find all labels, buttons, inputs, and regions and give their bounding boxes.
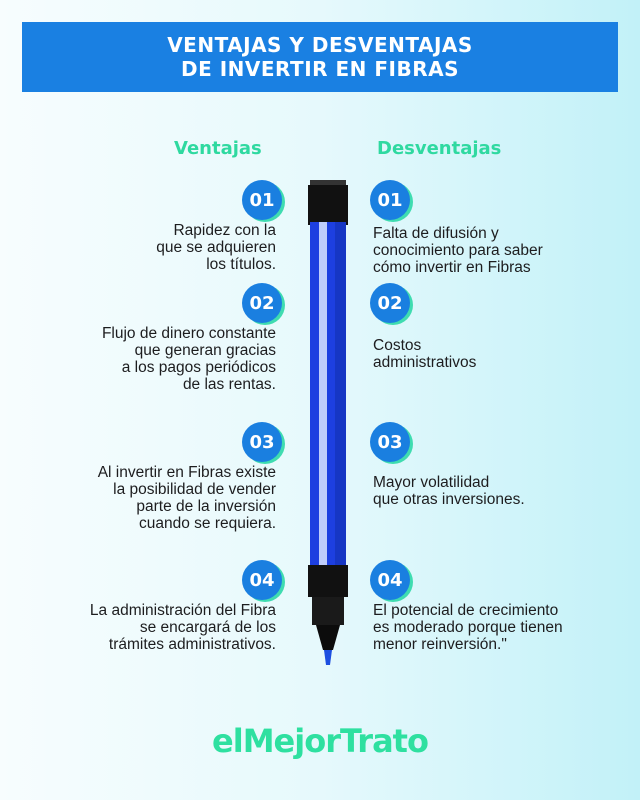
pen-illustration: [305, 180, 351, 670]
title-line-2: DE INVERTIR EN FIBRAS: [181, 57, 459, 81]
desventaja-badge-04: 04: [370, 560, 410, 600]
desventaja-badge-02: 02: [370, 283, 410, 323]
ventaja-badge-02: 02: [242, 283, 282, 323]
ventaja-text-01: Rapidez con la que se adquieren los títulos.: [156, 222, 276, 273]
ventaja-badge-03: 03: [242, 422, 282, 462]
ventaja-badge-01: 01: [242, 180, 282, 220]
title-banner: [22, 22, 618, 92]
desventaja-text-02: Costos administrativos: [373, 337, 477, 371]
desventaja-badge-03: 03: [370, 422, 410, 462]
desventaja-text-01: Falta de difusión y conocimiento para saber cómo invertir en Fibras: [373, 225, 543, 276]
ventaja-badge-04: 04: [242, 560, 282, 600]
desventaja-badge-01: 01: [370, 180, 410, 220]
ventaja-text-02: Flujo de dinero constante que generan gracias a los pagos periódicos de las rentas.: [101, 325, 276, 393]
desventajas-heading: Desventajas: [377, 138, 502, 159]
brand-logo: elMejorTrato: [212, 722, 428, 760]
desventaja-text-03: Mayor volatilidad que otras inversiones.: [373, 474, 525, 508]
desventaja-text-04: El potencial de crecimiento es moderado porque tienen menor reinversión.": [373, 602, 563, 653]
ventaja-text-04: La administración del Fibra se encargará de los trámites administrativos.: [89, 602, 276, 653]
ventajas-heading: Ventajas: [174, 138, 262, 159]
title-line-1: VENTAJAS Y DESVENTAJAS: [167, 33, 473, 57]
ventaja-text-03: Al invertir en Fibras existe la posibilidad de vender parte de la inversión cuando se requiera.: [97, 464, 276, 532]
